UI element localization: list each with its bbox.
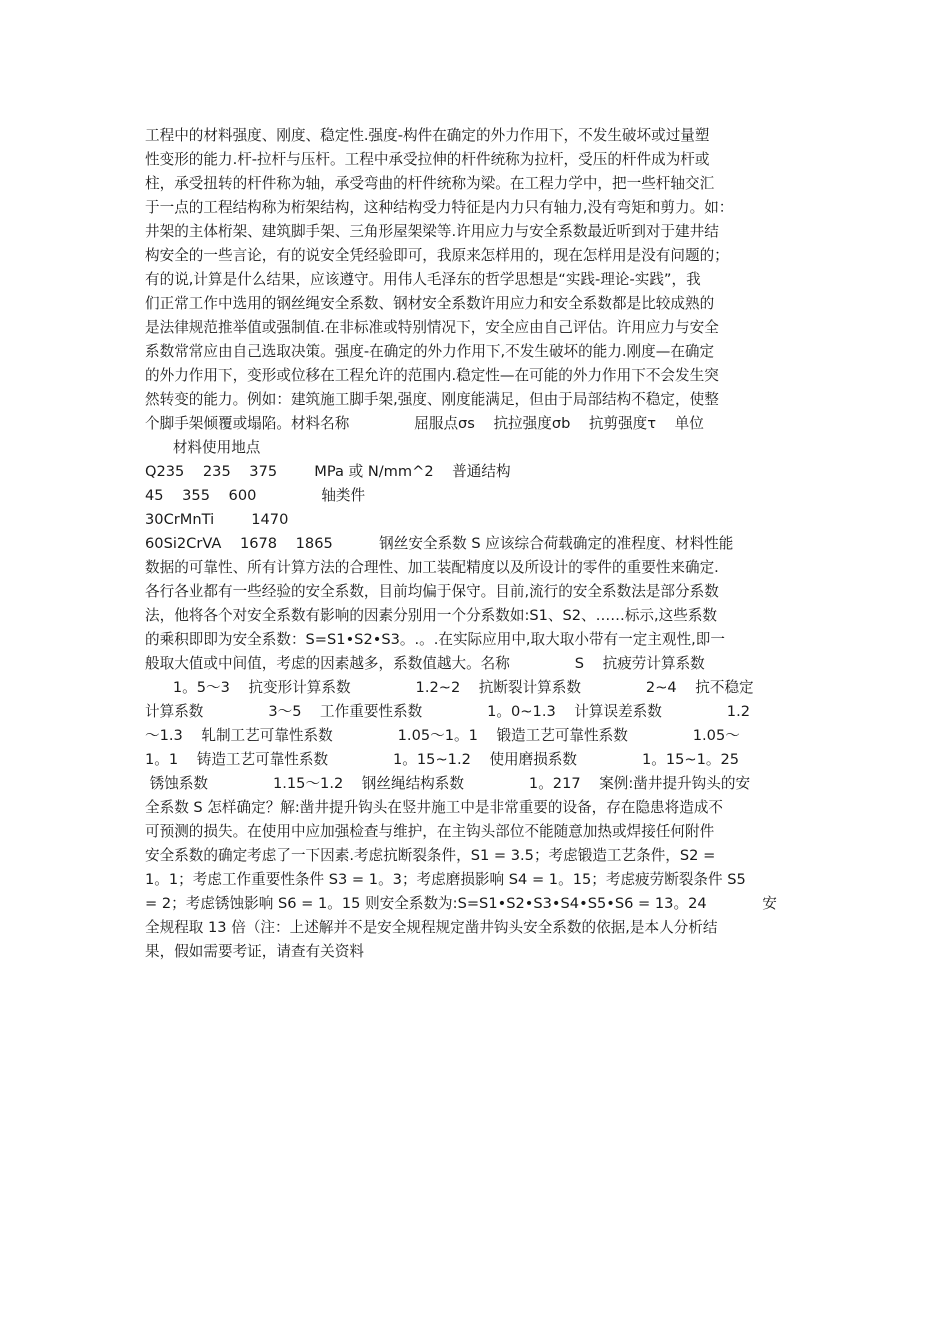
material-table-header: 材料使用地点 (145, 439, 261, 456)
body-text-line: 数据的可靠性、所有计算方法的合理性、加工装配精度以及所设计的零件的重要性来确定. (145, 559, 719, 576)
body-text-line: 系数常常应由自己选取决策。强度-在确定的外力作用下,不发生破坏的能力.刚度—在确定 (145, 343, 715, 360)
body-text-line: 有的说,计算是什么结果，应该遵守。用伟人毛泽东的哲学思想是“实践-理论-实践”，我 (145, 271, 701, 288)
body-text-line: 性变形的能力.杆-拉杆与压杆。工程中承受拉伸的杆件统称为拉杆，受压的杆件成为杆或 (145, 151, 710, 168)
body-text-line: 们正常工作中选用的钢丝绳安全系数、钢材安全系数许用应力和安全系数都是比较成熟的 (145, 295, 715, 312)
material-table-row: 45 355 600 轴类件 (145, 487, 366, 504)
coefficient-list-line: 锈蚀系数 1.15～1.2 钢丝绳结构系数 1。217 案例:凿井提升钩头的安 (145, 775, 751, 792)
body-text-line: 的外力作用下，变形或位移在工程允许的范围内.稳定性—在可能的外力作用下不会发生突 (145, 367, 719, 384)
material-table-row: 60Si2CrVA 1678 1865 钢丝安全系数 S 应该综合荷载确定的准程度、材料性能 (145, 535, 734, 552)
body-text-line: 是法律规范推举值或强制值.在非标准或特别情况下，安全应由自己评估。许用应力与安全 (145, 319, 719, 336)
body-text-line: = 2；考虑锈蚀影响 S6 = 1。15 则安全系数为:S=S1•S2•S3•S4•S5•S6 = 13。24 安 (145, 895, 777, 912)
material-table-row: Q235 235 375 MPa 或 N/mm^2 普通结构 (145, 463, 511, 480)
body-text-line: 于一点的工程结构称为桁架结构，这种结构受力特征是内力只有轴力,没有弯矩和剪力。如： (145, 199, 734, 216)
body-text-line: 柱，承受扭转的杆件称为轴，承受弯曲的杆件统称为梁。在工程力学中，把一些杆轴交汇 (145, 175, 715, 192)
material-table-row: 30CrMnTi 1470 (145, 511, 289, 528)
body-text-line: 各行各业都有一些经验的安全系数，目前均偏于保守。目前,流行的安全系数法是部分系数 (145, 583, 719, 600)
body-text-line: 1。1；考虑工作重要性条件 S3 = 1。3；考虑磨损影响 S4 = 1。15；考虑疲劳断裂条件 S5 (145, 871, 746, 888)
coefficient-list-line: ～1.3 轧制工艺可靠性系数 1.05～1。1 锻造工艺可靠性系数 1.05～ (145, 727, 740, 744)
body-text-line: 般取大值或中间值，考虑的因素越多，系数值越大。名称 S 抗疲劳计算系数 (145, 655, 705, 672)
body-text-line: 安全系数的确定考虑了一下因素.考虑抗断裂条件，S1 = 3.5；考虑锻造工艺条件，S2 = (145, 847, 716, 864)
material-table-header: 个脚手架倾覆或塌陷。材料名称 屈服点σs 抗拉强度σb 抗剪强度τ 单位 (145, 415, 704, 432)
body-text-line: 全规程取 13 倍（注：上述解并不是安全规程规定凿井钩头安全系数的依据,是本人分析结 (145, 919, 718, 936)
coefficient-list-line: 计算系数 3～5 工作重要性系数 1。0~1.3 计算误差系数 1.2 (145, 703, 751, 720)
body-text-line: 法，他将各个对安全系数有影响的因素分别用一个分系数如:S1、S2、……标示,这些系数 (145, 607, 718, 624)
body-text-line: 全系数 S 怎样确定？解:凿井提升钩头在竖井施工中是非常重要的设备，存在隐患将造成不 (145, 799, 724, 816)
body-text-line: 然转变的能力。例如：建筑施工脚手架,强度、刚度能满足，但由于局部结构不稳定，使整 (145, 391, 719, 408)
body-text-line: 可预测的损失。在使用中应加强检查与维护，在主钩头部位不能随意加热或焊接任何附件 (145, 823, 715, 840)
body-text-line: 的乘积即即为安全系数：S=S1•S2•S3。.。.在实际应用中,取大取小带有一定主观性,即一 (145, 631, 725, 648)
body-text-line: 井架的主体桁架、建筑脚手架、三角形屋架梁等.许用应力与安全系数最近听到对于建井结 (145, 223, 719, 240)
body-text-line: 果，假如需要考证，请查有关资料 (145, 943, 364, 960)
coefficient-list-line: 1。5～3 抗变形计算系数 1.2~2 抗断裂计算系数 2~4 抗不稳定 (145, 679, 754, 696)
body-text-line: 构安全的一些言论，有的说安全凭经验即可，我原来怎样用的，现在怎样用是没有问题的； (145, 247, 729, 264)
body-text-line: 工程中的材料强度、刚度、稳定性.强度-构件在确定的外力作用下，不发生破坏或过量塑 (145, 127, 710, 144)
coefficient-list-line: 1。1 铸造工艺可靠性系数 1。15~1.2 使用磨损系数 1。15~1。25 (145, 751, 740, 768)
